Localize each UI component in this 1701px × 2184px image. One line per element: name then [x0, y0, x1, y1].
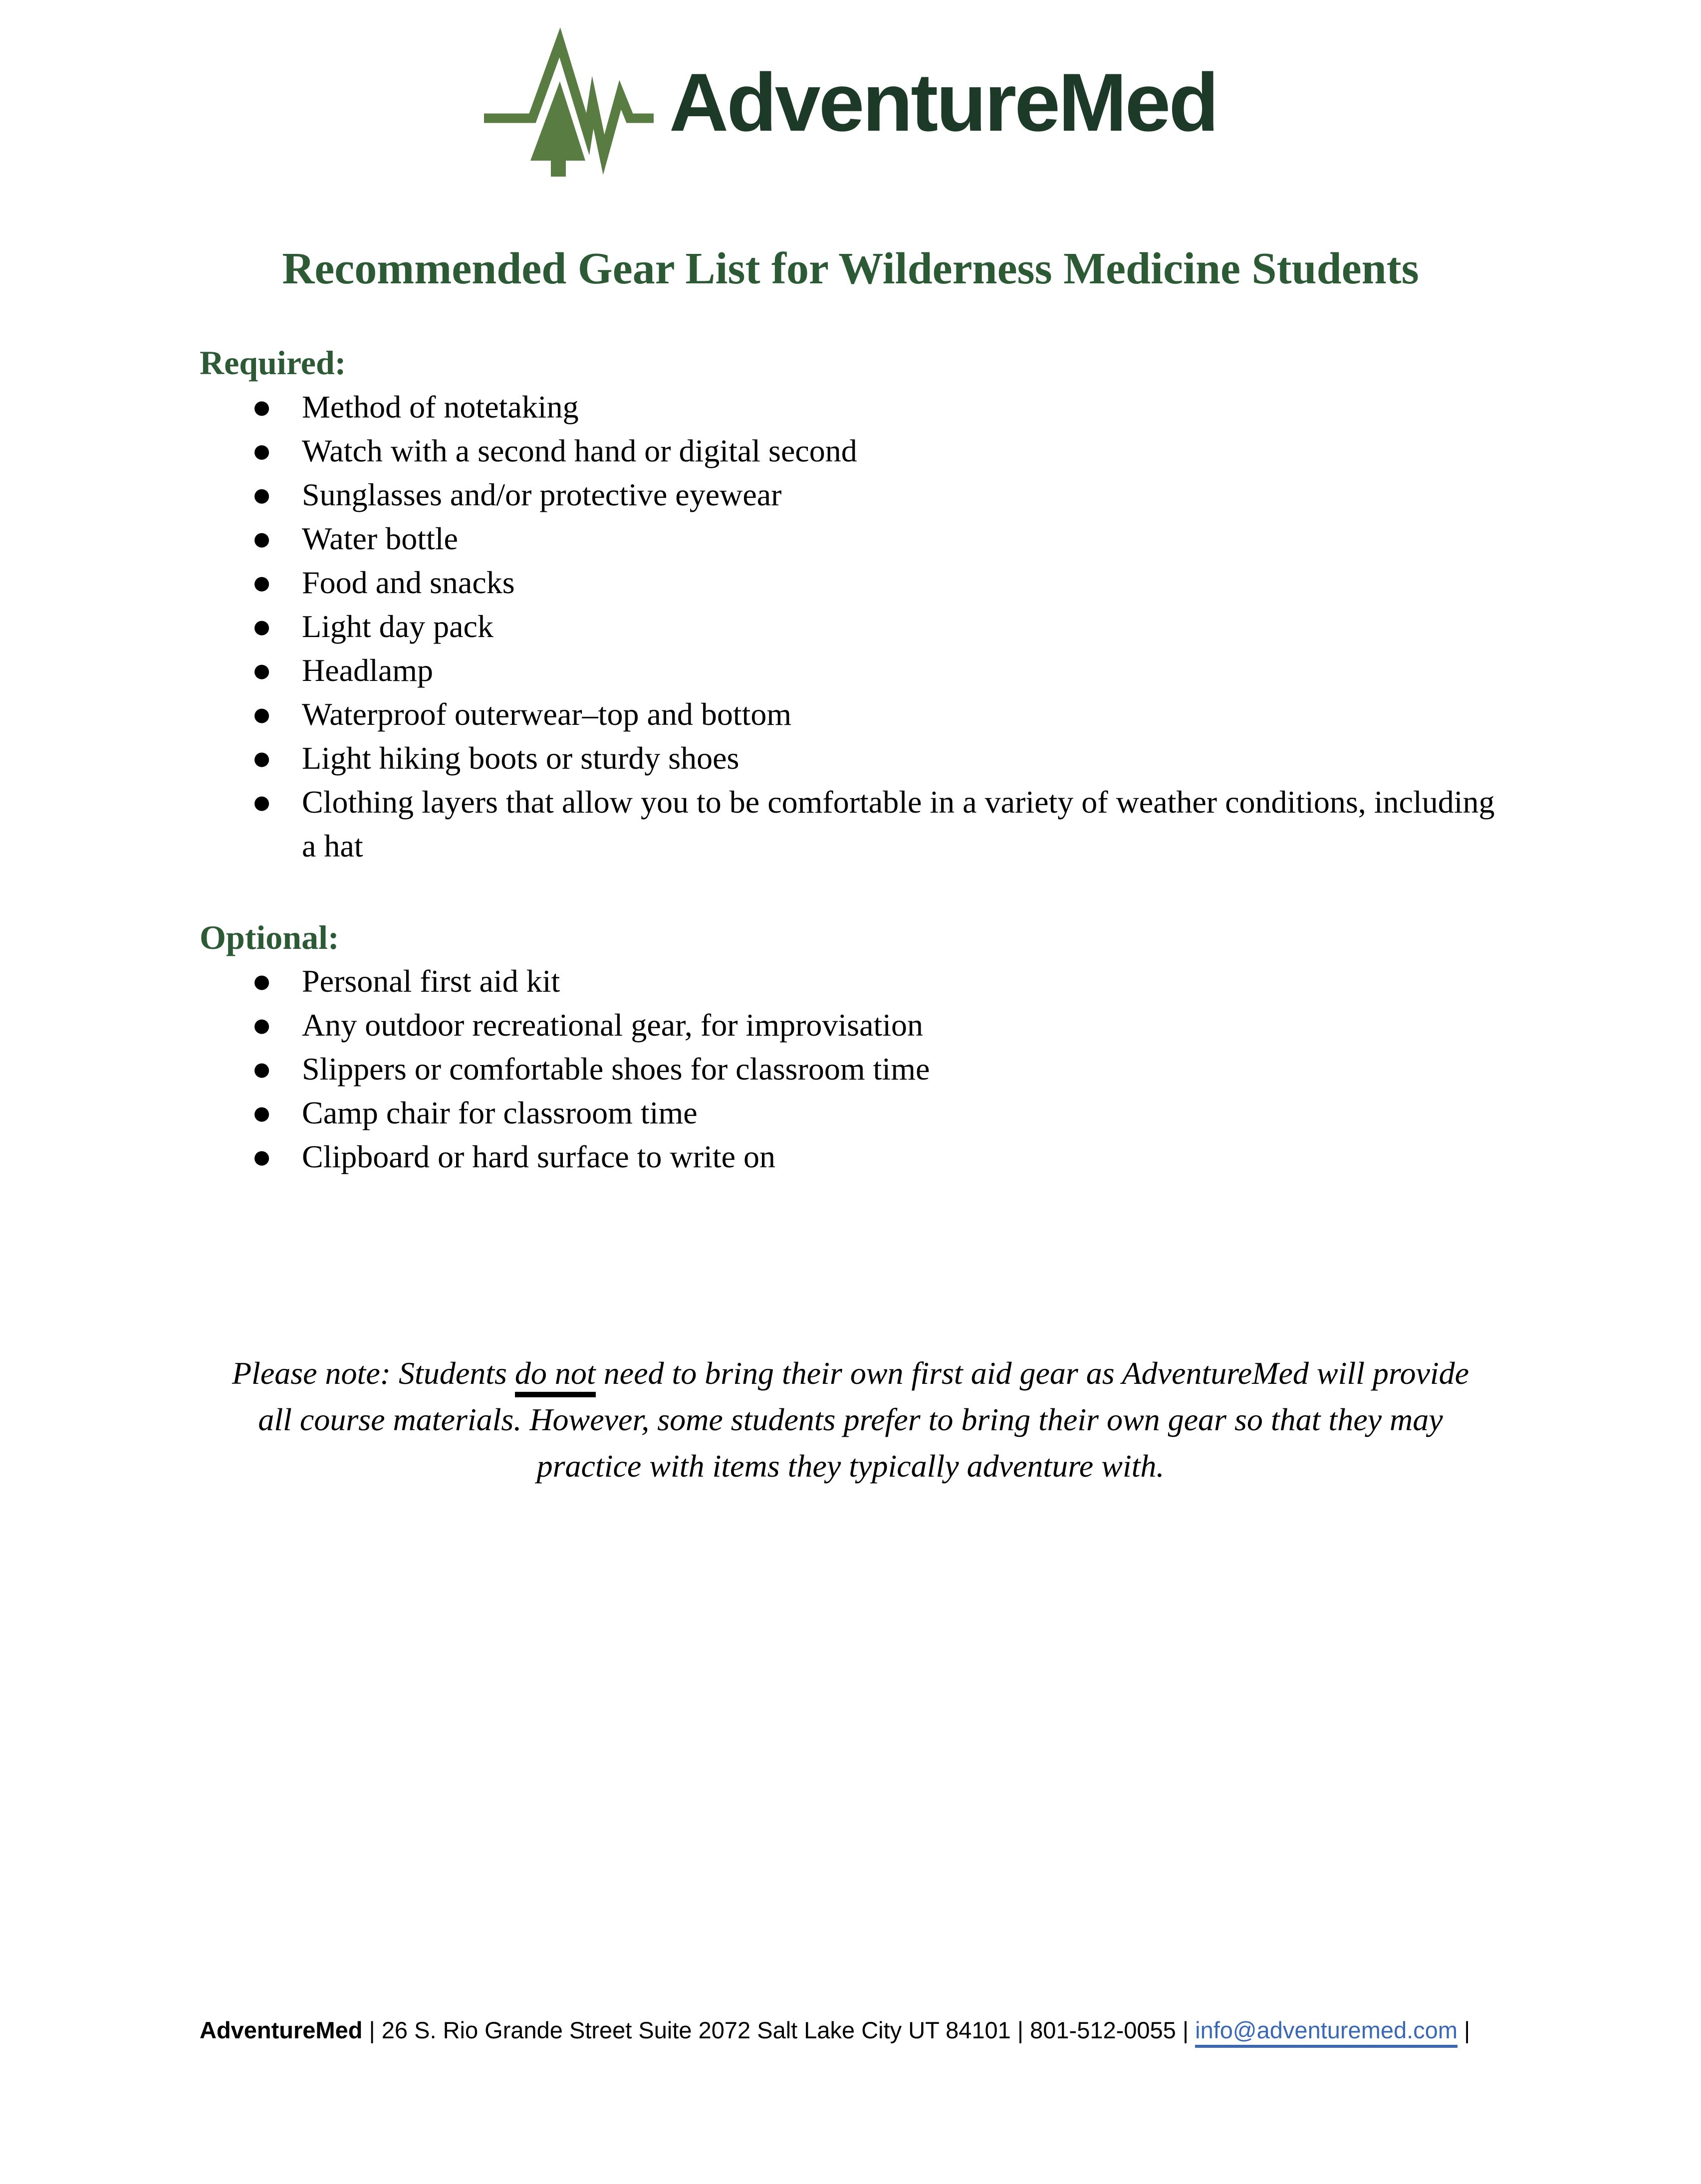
footer-email-link[interactable]: info@adventuremed.com [1195, 2017, 1458, 2048]
list-item-text: Personal first aid kit [302, 963, 560, 999]
list-item [200, 649, 1502, 692]
list-item-text: Water bottle [302, 521, 458, 556]
note-line-1 [200, 1350, 1501, 1396]
note-line-2: all course materials. However, some students prefer to bring their own gear so that they may [258, 1402, 1443, 1437]
logo [0, 24, 1701, 181]
optional-list [200, 959, 1502, 1179]
list-item-text: Headlamp [302, 653, 433, 688]
optional-heading: Optional: [200, 918, 339, 956]
list-item [200, 736, 1502, 780]
list-item [200, 1135, 1502, 1179]
list-item-text: Method of notetaking [302, 389, 579, 425]
list-item [200, 429, 1502, 473]
list-item [200, 692, 1502, 736]
list-item [200, 1003, 1502, 1047]
list-item [200, 517, 1502, 561]
logo-brand-text: AdventureMed [669, 56, 1217, 148]
list-item-text: Slippers or comfortable shoes for classroom time [302, 1051, 930, 1087]
footer-brand: AdventureMed [200, 2017, 363, 2043]
list-item-text: Camp chair for classroom time [302, 1095, 698, 1130]
list-item-text: Watch with a second hand or digital second [302, 433, 857, 468]
list-item [200, 1047, 1502, 1091]
do-not-underlined-text: do not [515, 1355, 596, 1397]
list-item-text: Light day pack [302, 609, 493, 644]
list-item-text: Sunglasses and/or protective eyewear [302, 477, 782, 512]
list-item [200, 561, 1502, 605]
list-item [200, 605, 1502, 649]
list-item-text: Waterproof outerwear–top and bottom [302, 696, 792, 732]
list-item-text: Clipboard or hard surface to write on [302, 1139, 776, 1174]
note-line1-pre: Please note: Students [232, 1355, 515, 1391]
list-item [200, 1091, 1502, 1135]
note-line1-post: need to bring their own first aid gear as AdventureMed will provide [595, 1355, 1469, 1391]
note-line-3: practice with items they typically adventure with. [536, 1448, 1165, 1484]
list-item-text: Clothing layers that allow you to be comfortable in a variety of weather conditions, including a hat [302, 784, 1495, 864]
list-item-text: Any outdoor recreational gear, for improvisation [302, 1007, 924, 1043]
pine-tree-ekg-icon [484, 24, 656, 181]
required-heading: Required: [200, 344, 346, 382]
list-item [200, 473, 1502, 517]
list-item-text: Light hiking boots or sturdy shoes [302, 740, 739, 776]
footer-address-phone: | 26 S. Rio Grande Street Suite 2072 Salt Lake City UT 84101 | 801-512-0055 | [362, 2017, 1196, 2043]
list-item [200, 385, 1502, 429]
list-item [200, 959, 1502, 1003]
note-paragraph [200, 1350, 1501, 1489]
required-list [200, 385, 1502, 868]
footer-trailing-pipe: | [1457, 2017, 1470, 2043]
list-item [200, 780, 1502, 868]
page-title: Recommended Gear List for Wilderness Medicine Students [282, 244, 1419, 293]
list-item-text: Food and snacks [302, 565, 515, 600]
footer [200, 2015, 1552, 2045]
